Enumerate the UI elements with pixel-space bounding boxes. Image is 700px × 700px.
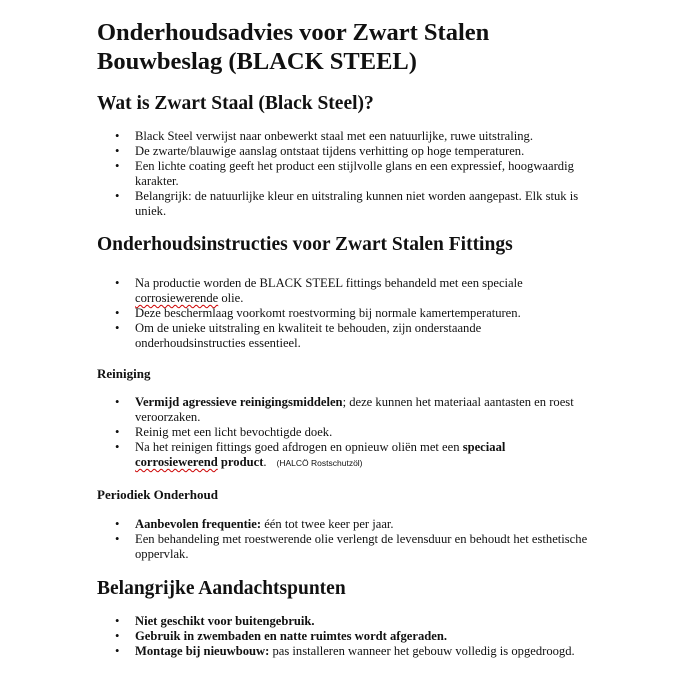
text-run: De zwarte/blauwige aanslag ontstaat tijdens verhitting op hoge temperaturen. bbox=[135, 144, 525, 158]
text-run: Een lichte coating geeft het product een stijlvolle glans en een expressief, hoogwaardig karakter. bbox=[135, 159, 574, 188]
text-run: product bbox=[217, 455, 264, 469]
section-heading: Reiniging bbox=[97, 366, 151, 381]
text-run: . bbox=[263, 455, 267, 469]
document-title: Onderhoudsadvies voor Zwart Stalen Bouwbeslag (BLACK STEEL) bbox=[97, 19, 490, 75]
list-item bbox=[97, 532, 590, 562]
text-run: Montage bij nieuwbouw: bbox=[135, 644, 270, 658]
section-heading: Belangrijke Aandachtspunten bbox=[97, 578, 346, 599]
text-run: Vermijd agressieve reinigingsmiddelen bbox=[135, 395, 343, 409]
product-note: (HALCÖ Rostschutzöl) bbox=[276, 458, 363, 468]
list-item bbox=[97, 159, 590, 189]
list-item bbox=[97, 189, 590, 219]
bullet-list bbox=[97, 395, 590, 471]
bullet-list bbox=[97, 614, 590, 659]
text-run: Belangrijk: de natuurlijke kleur en uitstraling kunnen niet worden aangepast. Elk stuk is uniek. bbox=[135, 189, 579, 218]
list-item bbox=[97, 129, 590, 144]
text-run: Black Steel verwijst naar onbewerkt staal met een natuurlijke, ruwe uitstraling. bbox=[135, 129, 533, 143]
list-item bbox=[97, 395, 590, 425]
list-item bbox=[97, 306, 590, 321]
section-heading: Wat is Zwart Staal (Black Steel)? bbox=[97, 93, 374, 114]
text-run: Deze beschermlaag voorkomt roestvorming bij normale kamertemperaturen. bbox=[135, 306, 521, 320]
section-heading: Onderhoudsinstructies voor Zwart Stalen Fittings bbox=[97, 234, 513, 255]
text-run: pas installeren wanneer het gebouw volledig is opgedroogd. bbox=[269, 644, 575, 658]
list-item bbox=[97, 144, 590, 159]
text-run: Na het reinigen fittings goed afdrogen en opnieuw oliën met een bbox=[135, 440, 463, 454]
list-item bbox=[97, 440, 590, 471]
text-run: Niet geschikt voor buitengebruik. bbox=[135, 614, 315, 628]
text-run: olie. bbox=[218, 291, 244, 305]
list-item bbox=[97, 321, 590, 351]
text-run: Aanbevolen frequentie: bbox=[135, 517, 262, 531]
text-run: ; deze kunnen het materiaal aantasten en roest veroorzaken. bbox=[135, 395, 574, 424]
list-item bbox=[97, 614, 590, 629]
text-run: Om de unieke uitstraling en kwaliteit te behouden, zijn onderstaande onderhoudsinstructies essentieel. bbox=[135, 321, 482, 350]
bullet-list bbox=[97, 276, 590, 351]
list-item bbox=[97, 276, 590, 306]
list-item bbox=[97, 425, 590, 440]
text-run: corrosiewerend bbox=[135, 455, 218, 469]
list-item bbox=[97, 644, 590, 659]
text-run: Reinig met een licht bevochtigde doek. bbox=[135, 425, 333, 439]
text-run: één tot twee keer per jaar. bbox=[261, 517, 394, 531]
text-run: Na productie worden de BLACK STEEL fittings behandeld met een speciale bbox=[135, 276, 523, 290]
bullet-list bbox=[97, 129, 590, 219]
text-run: speciaal bbox=[462, 440, 506, 454]
text-run: Een behandeling met roestwerende olie verlengt de levensduur en behoudt het esthetische oppervlak. bbox=[135, 532, 588, 561]
list-item bbox=[97, 629, 590, 644]
list-item bbox=[97, 517, 590, 532]
section-heading: Periodiek Onderhoud bbox=[97, 487, 218, 502]
text-run: corrosiewerende bbox=[135, 291, 219, 305]
text-run: Gebruik in zwembaden en natte ruimtes wordt afgeraden. bbox=[135, 629, 448, 643]
bullet-list bbox=[97, 517, 590, 562]
